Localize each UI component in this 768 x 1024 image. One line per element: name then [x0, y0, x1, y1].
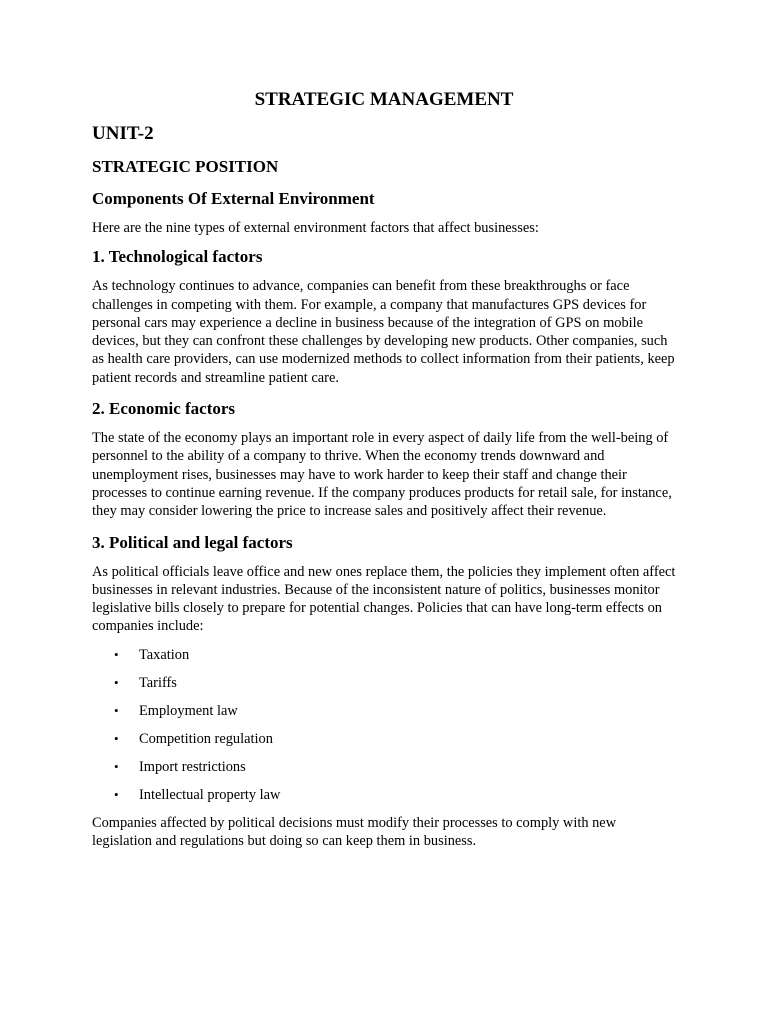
bullet-icon: •	[114, 674, 119, 690]
list-item	[92, 674, 676, 692]
list-item-label: Intellectual property law	[139, 786, 281, 803]
intro-paragraph: Here are the nine types of external environment factors that affect businesses:	[92, 220, 539, 236]
list-item-label: Competition regulation	[139, 730, 273, 747]
unit-heading: UNIT-2	[92, 123, 154, 144]
list-item-label: Import restrictions	[139, 758, 246, 775]
factor-heading-economic: 2. Economic factors	[92, 399, 236, 419]
list-item	[92, 646, 676, 664]
subsection-heading: Components Of External Environment	[92, 189, 375, 208]
factor-paragraph-technological: As technology continues to advance, companies can benefit from these breakthroughs or face challenges in competing with them. For example, a company that manufactures GPS devices for personal cars may experience a decline in business because of the integration of GPS on mobile devices, but they can confront these challenges by developing new products. Other companies, such as health care providers, can use modernized methods to collect information from their patients, keep patient records and streamline patient care.	[92, 278, 675, 386]
factor-heading-technological: 1. Technological factors	[92, 247, 263, 267]
bullet-icon: •	[114, 646, 119, 662]
list-item	[92, 786, 676, 804]
bullet-icon: •	[114, 786, 119, 802]
list-item-label: Taxation	[139, 646, 190, 663]
factor-paragraph-economic: The state of the economy plays an important role in every aspect of daily life from the well-being of personnel to the ability of a company to thrive. When the economy trends downward and unemployment rises, businesses may have to work harder to keep their staff and change their processes to continue earning revenue. If the company produces products for retail sale, for instance, they may consider lowering the price to increase sales and positively affect their revenue.	[92, 430, 672, 520]
section-heading: STRATEGIC POSITION	[92, 157, 279, 176]
bullet-icon: •	[114, 730, 119, 746]
bullet-icon: •	[114, 702, 119, 718]
bullet-icon: •	[114, 758, 119, 774]
list-item	[92, 758, 676, 776]
factor-heading-political-legal: 3. Political and legal factors	[92, 532, 293, 552]
list-item-label: Employment law	[139, 702, 238, 719]
factor-paragraph-political-legal: As political officials leave office and new ones replace them, the policies they implement often affect businesses in relevant industries. Because of the inconsistent nature of politics, businesses monitor legislative bills closely to prepare for potential changes. Policies that can have long-term effects on companies include:	[92, 563, 676, 635]
policy-bullet-list	[92, 646, 676, 804]
document-title: STRATEGIC MANAGEMENT	[254, 89, 514, 110]
list-item	[92, 702, 676, 720]
factor-closing-political-legal: Companies affected by political decisions must modify their processes to comply with new legislation and regulations but doing so can keep them in business.	[92, 814, 617, 849]
list-item-label: Tariffs	[139, 674, 177, 691]
list-item	[92, 730, 676, 748]
